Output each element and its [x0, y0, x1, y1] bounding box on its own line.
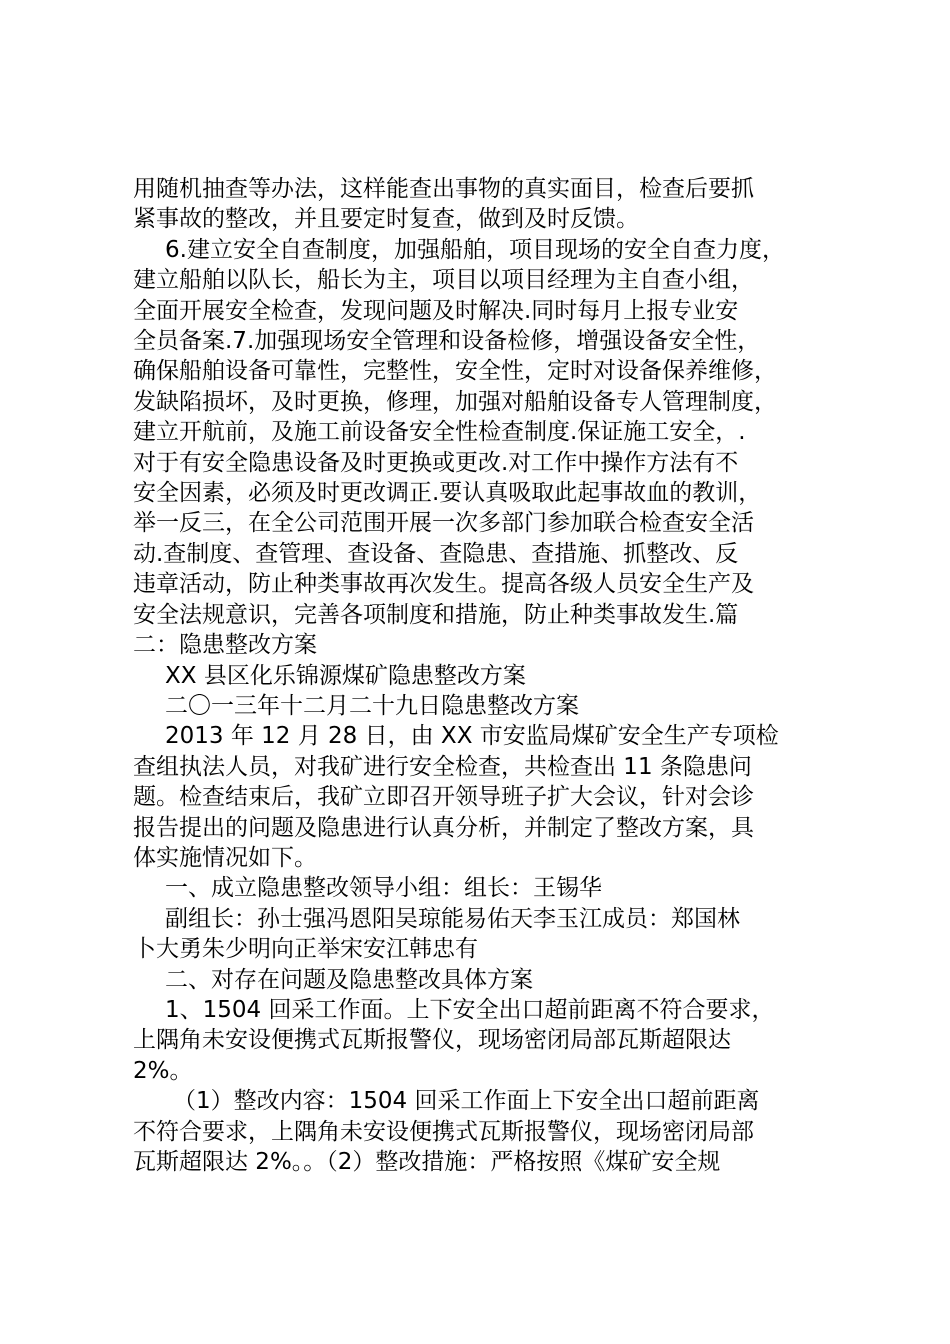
text-line: 建立开航前，及施工前设备安全性检查制度.保证施工安全，. — [133, 419, 746, 446]
text-line: 建立船舶以队长，船长为主，项目以项目经理为主自查小组， — [133, 267, 754, 294]
text-line: XX 县区化乐锦源煤矿隐患整改方案 — [165, 662, 526, 689]
text-line: 发缺陷损坏，及时更换，修理，加强对船舶设备专人管理制度， — [133, 388, 777, 415]
text-line: 查组执法人员，对我矿进行安全检查，共检查出 11 条隐患问 — [133, 753, 752, 780]
text-line: 全员备案.7.加强现场安全管理和设备检修，增强设备安全性， — [133, 328, 761, 355]
text-line: 二：隐患整改方案 — [133, 632, 317, 659]
text-line: 1、1504 回采工作面。上下安全出口超前距离不符合要求， — [165, 996, 775, 1023]
text-line: 体实施情况如下。 — [133, 844, 317, 871]
text-line: 一、成立隐患整改领导小组：组长：王锡华 — [165, 875, 602, 902]
text-line: 不符合要求，上隅角未安设便携式瓦斯报警仪，现场密闭局部 — [133, 1118, 754, 1145]
text-line: 动.查制度、查管理、查设备、查隐患、查措施、抓整改、反 — [133, 540, 739, 567]
text-line: 用随机抽查等办法，这样能查出事物的真实面目，检查后要抓 — [133, 176, 754, 202]
text-line: 6.建立安全自查制度，加强船舶，项目现场的安全自查力度， — [165, 236, 785, 263]
text-line: 安全因素，必须及时更改调正.要认真吸取此起事故血的教训， — [133, 480, 762, 507]
text-line: 上隅角未安设便携式瓦斯报警仪，现场密闭局部瓦斯超限达 — [133, 1027, 731, 1054]
text-line: 确保船舶设备可靠性，完整性，安全性，定时对设备保养维修， — [133, 358, 777, 385]
text-line: 紧事故的整改，并且要定时复查，做到及时反馈。 — [133, 206, 639, 233]
text-line: 二、对存在问题及隐患整改具体方案 — [165, 966, 533, 993]
text-line: 题。检查结束后，我矿立即召开领导班子扩大会议，针对会诊 — [133, 784, 754, 811]
text-line: 2%。 — [133, 1057, 193, 1084]
text-line: 举一反三，在全公司范围开展一次多部门参加联合检查安全活 — [133, 510, 754, 537]
text-line: 对于有安全隐患设备及时更换或更改.对工作中操作方法有不 — [133, 449, 739, 476]
body-text — [133, 174, 853, 1177]
text-line: 二〇一三年十二月二十九日隐患整改方案 — [165, 692, 579, 719]
text-line: 全面开展安全检查，发现问题及时解决.同时每月上报专业安 — [133, 297, 739, 324]
text-line: 副组长：孙士强冯恩阳吴琼能易佑天李玉江成员：郑国林 — [165, 905, 740, 932]
text-line: 违章活动，防止种类事故再次发生。提高各级人员安全生产及 — [133, 571, 754, 598]
text-line: 瓦斯超限达 2%。。（2）整改措施：严格按照《煤矿安全规 — [133, 1149, 721, 1175]
text-line: 报告提出的问题及隐患进行认真分析，并制定了整改方案，具 — [133, 814, 754, 841]
text-line: 卜大勇朱少明向正举宋安江韩忠有 — [133, 936, 478, 963]
text-line: （1）整改内容：1504 回采工作面上下安全出口超前距离 — [173, 1088, 760, 1115]
text-line: 安全法规意识，完善各项制度和措施，防止种类事故发生.篇 — [133, 601, 739, 628]
text-line: 2013 年 12 月 28 日，由 XX 市安监局煤矿安全生产专项检 — [165, 723, 779, 750]
